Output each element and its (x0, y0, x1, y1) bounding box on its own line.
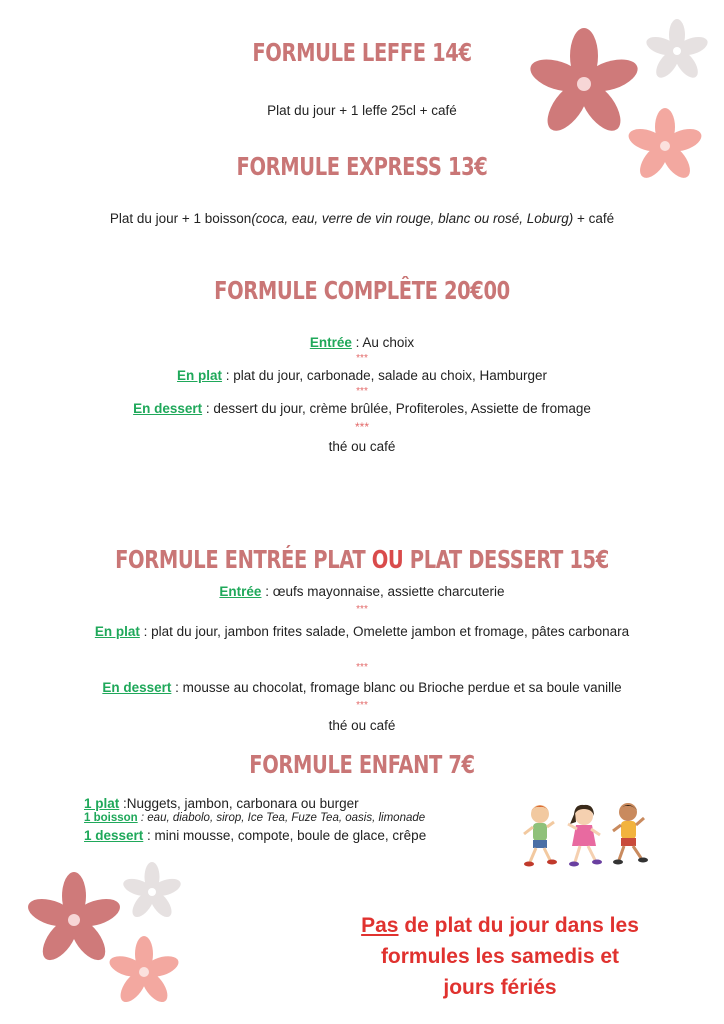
entree-plat-plat-text: : plat du jour, jambon frites salade, Omelette jambon et fromage, pâtes carbonara (139, 624, 630, 639)
entree-plat-title-ou: OU (371, 545, 404, 574)
entree-plat-entree-text: : œufs mayonnaise, assiette charcuterie (261, 584, 505, 599)
express-desc-end: + café (573, 211, 615, 226)
entree-plat-title (80, 545, 645, 574)
enfant-title: FORMULE ENFANT 7€ (249, 750, 475, 779)
entree-plat-entree (0, 584, 724, 599)
note-line3: jours fériés (443, 976, 557, 999)
separator: *** (356, 386, 368, 397)
enfant-plat (84, 796, 359, 811)
separator: *** (354, 420, 369, 434)
leffe-description: Plat du jour + 1 leffe 25cl + café (267, 103, 457, 118)
express-title: FORMULE EXPRESS 13€ (236, 152, 488, 181)
kid-figure (613, 803, 648, 865)
enfant-boisson-text: : eau, diabolo, sirop, Ice Tea, Fuze Tea, oasis, limonade (137, 812, 426, 824)
enfant-dessert-label: 1 dessert (84, 828, 144, 843)
entree-plat-title-part1: FORMULE ENTRÉE PLAT (115, 545, 372, 574)
separator: *** (356, 662, 368, 673)
complete-title: FORMULE COMPLÊTE 20€00 (214, 276, 510, 305)
enfant-dessert (84, 828, 426, 843)
entree-plat-dessert (0, 680, 724, 695)
entree-plat-drink: thé ou café (328, 718, 396, 733)
leffe-title: FORMULE LEFFE 14€ (252, 38, 472, 67)
complete-plat-text: : plat du jour, carbonade, salade au choix, Hamburger (222, 368, 547, 383)
enfant-dessert-text: : mini mousse, compote, boule de glace, crêpe (143, 828, 427, 843)
complete-plat (0, 368, 724, 383)
entree-plat-dessert-text: : mousse au chocolat, fromage blanc ou Brioche perdue et sa boule vanille (171, 680, 622, 695)
kid-figure (568, 805, 602, 867)
note-underlined: Pas (361, 914, 399, 937)
separator: *** (356, 604, 368, 615)
enfant-boisson-label: 1 boisson (84, 812, 138, 824)
complete-entree-label: Entrée (309, 335, 352, 350)
express-desc-start: Plat du jour + 1 boisson (109, 211, 252, 226)
complete-dessert (0, 401, 724, 416)
flower-light-icon (108, 936, 180, 1008)
note-line1: de plat du jour dans les (398, 914, 639, 937)
complete-plat-label: En plat (177, 368, 223, 383)
complete-entree-text: : Au choix (351, 335, 415, 350)
flower-grey-icon (644, 18, 710, 84)
kid-figure (524, 805, 557, 867)
express-description (0, 211, 724, 226)
complete-dessert-text: : dessert du jour, crème brûlée, Profiteroles, Assiette de fromage (202, 401, 591, 416)
complete-entree (0, 335, 724, 350)
note-line2: formules les samedis et (380, 945, 620, 968)
complete-dessert-label: En dessert (133, 401, 203, 416)
running-kids-illustration (520, 800, 655, 875)
entree-plat-dessert-label: En dessert (102, 680, 172, 695)
entree-plat-plat-label: En plat (94, 624, 140, 639)
entree-plat-plat (90, 622, 634, 641)
enfant-boisson (84, 812, 425, 824)
separator: *** (356, 353, 368, 364)
enfant-plat-label: 1 plat (84, 796, 120, 811)
separator: *** (356, 700, 368, 711)
entree-plat-entree-label: Entrée (219, 584, 262, 599)
complete-drink: thé ou café (328, 439, 396, 454)
enfant-plat-text: :Nuggets, jambon, carbonara ou burger (119, 796, 359, 811)
entree-plat-title-part2: PLAT DESSERT 15€ (403, 545, 609, 574)
saturday-holiday-note (330, 910, 670, 1003)
flower-grey-icon (122, 862, 182, 922)
express-desc-italic: (coca, eau, verre de vin rouge, blanc ou rosé, Loburg) (251, 211, 574, 226)
